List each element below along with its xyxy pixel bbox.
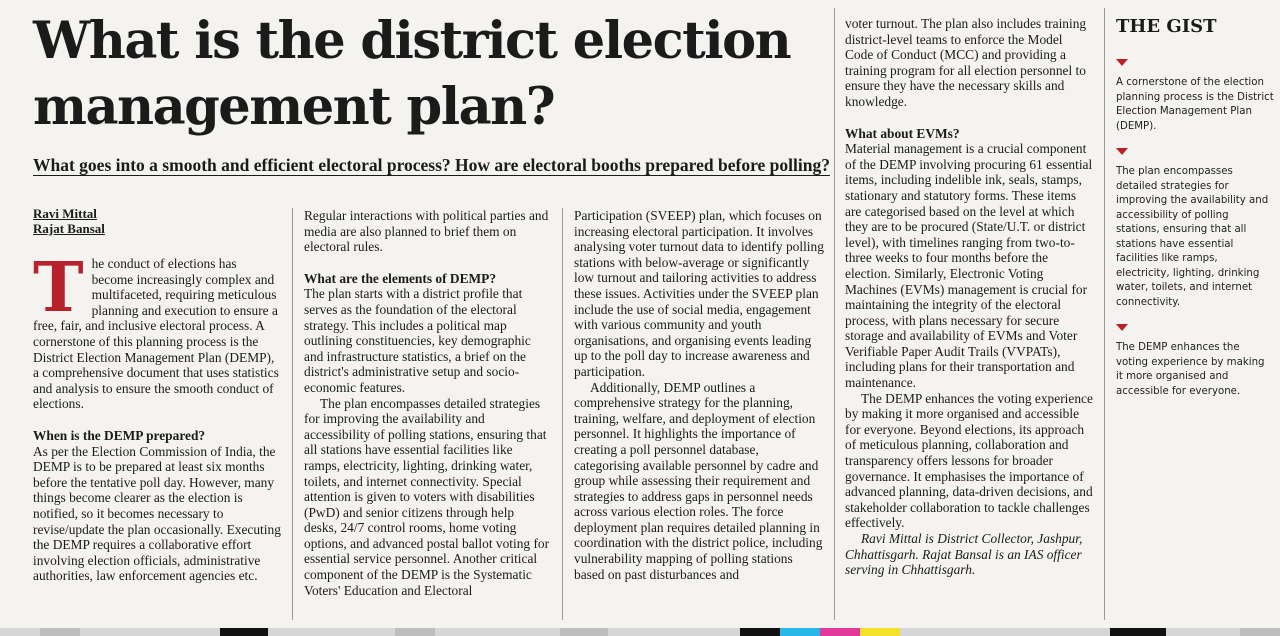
body-paragraph: The plan starts with a district profile that serves as the foundation of the electoral strategy. This includes a political map outlining constituencies, key demographic and infrastructure statistics, a brief on the district's administrative setup and socio-economic features. bbox=[304, 286, 531, 395]
gist-item bbox=[1116, 148, 1274, 310]
print-color-strip bbox=[0, 628, 1280, 636]
section-heading: What about EVMs? bbox=[845, 125, 960, 141]
gist-sidebar bbox=[1116, 16, 1274, 413]
subhead: What goes into a smooth and efficient electoral process? How are electoral booths prepared before polling? bbox=[33, 155, 830, 175]
intro-text: he conduct of elections has become increasingly complex and multifaceted, requiring meticulous planning and execution to ensure a free, fair, and inclusive electoral process. A cornerstone of this planning process is the District Election Management Plan (DEMP), a comprehensive document that uses statistics and analysis to ensure the smooth conduct of elections. bbox=[33, 256, 279, 412]
body-paragraph: The plan encompasses detailed strategies for improving the availability and accessibility of polling stations, ensuring that all stations have essential facilities like ramps, electricity, lighting, drinking water, toilets, and internet connectivity. Special attention is given to voters with disabilities (PwD) and senior citizens through help desks, 24/7 control rooms, home voting options, and advanced postal ballot voting for essential service personnel. Another critical component of the DEMP is the Systematic Voters' Education and Electoral bbox=[304, 395, 550, 598]
body-paragraph: As per the Election Commission of India, the DEMP is to be prepared at least six months before the tentative poll day. However, many things become clearer as the election is notified, so it becomes necessary to revise/update the plan occasionally. Executing the DEMP requires a collaborative effort involving election officials, administrative authorities, law enforcement agencies etc. bbox=[33, 443, 281, 584]
column-2 bbox=[304, 208, 550, 598]
body-paragraph: Additionally, DEMP outlines a comprehensive strategy for the planning, training, welfare, and deployment of election personnel. It highlights the importance of creating a poll personnel database, categorising available personnel by cadre and group while assessing their requirement and strategies to address gaps in personnel needs across various election roles. The force deployment plan requires detailed planning in coordination with the district police, including vulnerability mapping of polling stations based on past disturbances and bbox=[574, 379, 823, 582]
column-1 bbox=[33, 248, 281, 584]
headline: What is the district election management plan? bbox=[33, 11, 791, 137]
triangle-down-icon bbox=[1116, 324, 1128, 331]
gist-text: The plan encompasses detailed strategies for improving the availability and accessibility of polling stations, ensuring that all stations have essential facilities like ramps, electricity, lighting, drinking water, toilets, and internet connectivity. bbox=[1116, 166, 1269, 308]
triangle-down-icon bbox=[1116, 59, 1128, 66]
column-3 bbox=[574, 208, 824, 582]
body-paragraph: Regular interactions with political parties and media are also planned to brief them on electoral rules. bbox=[304, 208, 549, 255]
author-bio: Ravi Mittal is District Collector, Jashpur, Chhattisgarh. Rajat Bansal is an IAS officer serving in Chhattisgarh. bbox=[845, 531, 1083, 578]
byline bbox=[33, 206, 105, 236]
column-4 bbox=[845, 16, 1093, 578]
section-heading: When is the DEMP prepared? bbox=[33, 427, 206, 443]
body-paragraph: Participation (SVEEP) plan, which focuses on increasing electoral participation. It involves analysing voter turnout data to identify polling stations with below-average or significantly low turnout and tailoring activities to address these issues. Activities under the SVEEP plan include the use of social media, engagement with various community and youth organisations, and organising events leading up to the poll day to increase awareness and participation. bbox=[574, 208, 824, 379]
column-divider bbox=[292, 208, 293, 620]
body-paragraph: The DEMP enhances the voting experience by making it more organised and accessible for everyone. Beyond elections, its approach of meticulous planning, collaboration and transparency offers lessons for broader governance. It emphasises the importance of advanced planning, data-driven decisions, and stakeholder collaboration to tackle challenges effectively. bbox=[845, 390, 1093, 531]
intro-paragraph bbox=[33, 248, 281, 412]
body-paragraph: Material management is a crucial component of the DEMP involving procuring 61 essential items, including indelible ink, seals, stamps, stationary and statutory forms. These items are categorised based on the level at which they are to be procured (State/U.T. or district level), with timelines ranging from two-to-three weeks to four months before the election. Similarly, Electronic Voting Machines (EVMs) management is crucial for maintaining the integrity of the electoral process, with plans necessary for secure storage and availability of EVMs and Voter Verifiable Paper Audit Trails (VVPATs), including plans for their transportation and maintenance. bbox=[845, 141, 1093, 391]
column-divider bbox=[562, 208, 563, 620]
body-paragraph: voter turnout. The plan also includes training district-level teams to enforce the Model Code of Conduct (MCC) and providing a training program for all election personnel to ensure they have the necessary skills and knowledge. bbox=[845, 16, 1087, 109]
section-heading: What are the elements of DEMP? bbox=[304, 270, 497, 286]
gist-item bbox=[1116, 324, 1274, 399]
gist-text: The DEMP enhances the voting experience by making it more organised and accessible for everyone. bbox=[1116, 342, 1265, 397]
author-name: Ravi Mittal bbox=[33, 206, 97, 221]
triangle-down-icon bbox=[1116, 148, 1128, 155]
gist-title: THE GIST bbox=[1116, 16, 1217, 37]
column-divider bbox=[834, 8, 835, 620]
column-divider bbox=[1104, 8, 1105, 620]
gist-text: A cornerstone of the election planning process is the District Election Management Plan (DEMP). bbox=[1116, 77, 1274, 132]
drop-cap: T bbox=[33, 248, 84, 328]
gist-item bbox=[1116, 59, 1274, 134]
author-name: Rajat Bansal bbox=[33, 221, 105, 236]
